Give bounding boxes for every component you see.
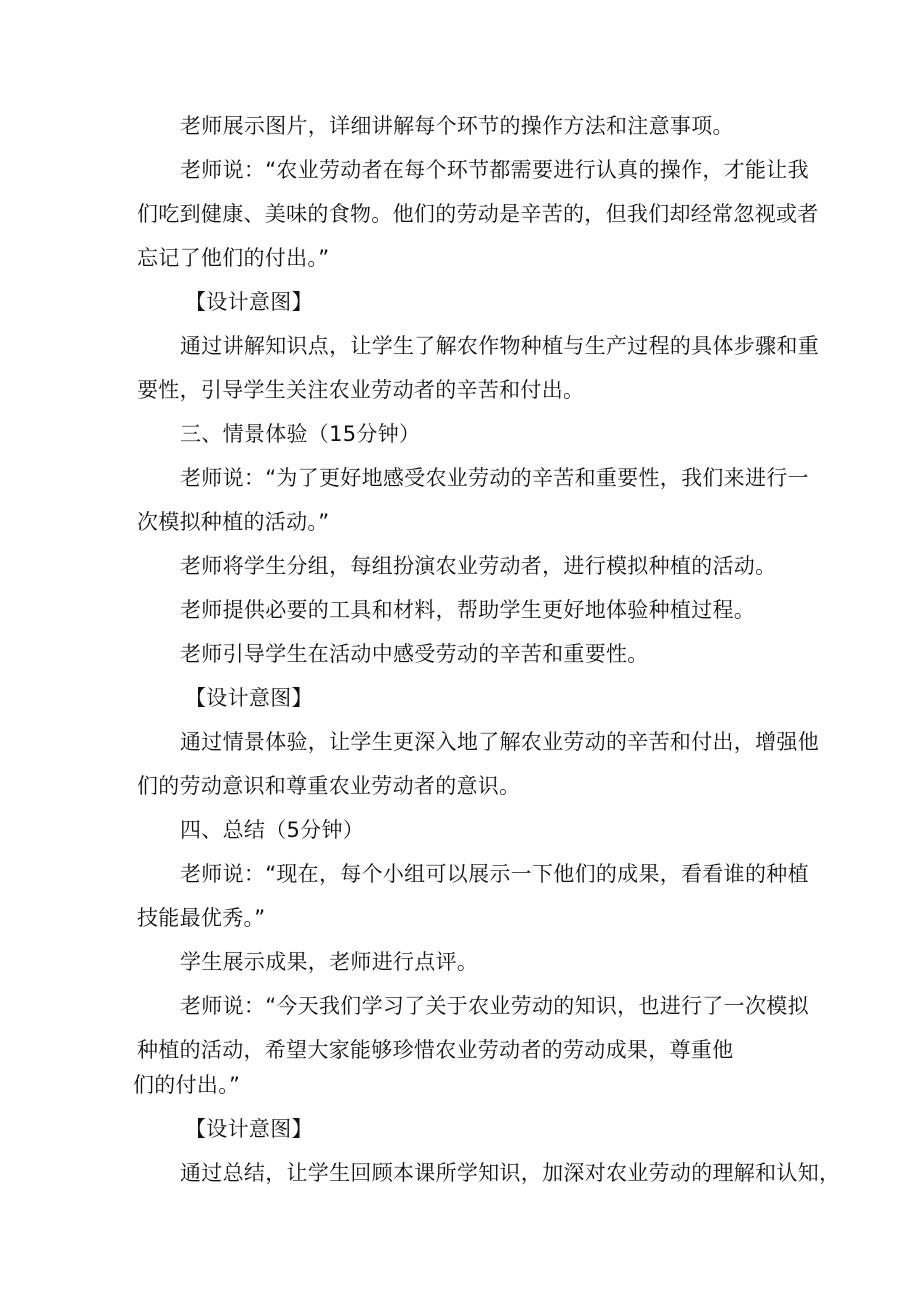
paragraph-teacher-says-2-line-1: 老师说：“为了更好地感受农业劳动的辛苦和重要性，我们来进行一 [180, 466, 809, 490]
paragraph-teacher-says-3-line-2: 技能最优秀。” [137, 906, 266, 930]
paragraph-intent-1-line-2: 要性，引导学生关注农业劳动者的辛苦和付出。 [137, 378, 585, 402]
paragraph-teacher-says-1-line-2: 们吃到健康、美味的食物。他们的劳动是辛苦的，但我们却经常忽视或者 [137, 202, 819, 226]
paragraph-teacher-shows-pictures: 老师展示图片，详细讲解每个环节的操作方法和注意事项。 [180, 114, 734, 138]
paragraph-teacher-says-4-line-3: 们的付出。” [133, 1073, 241, 1097]
paragraph-teacher-says-4-line-2: 种植的活动，希望大家能够珍惜农业劳动者的劳动成果，尊重他 [137, 1038, 734, 1062]
paragraph-teacher-says-4-line-1: 老师说：“今天我们学习了关于农业劳动的知识，也进行了一次模拟 [180, 994, 809, 1018]
paragraph-guide: 老师引导学生在活动中感受劳动的辛苦和重要性。 [180, 642, 649, 666]
paragraph-intent-2-line-2: 们的劳动意识和尊重农业劳动者的意识。 [137, 774, 521, 798]
paragraph-teacher-says-2-line-2: 次模拟种植的活动。” [137, 510, 330, 534]
paragraph-grouping: 老师将学生分组，每组扮演农业劳动者，进行模拟种植的活动。 [180, 554, 777, 578]
design-intent-heading-2: 【设计意图】 [185, 686, 313, 710]
paragraph-intent-1-line-1: 通过讲解知识点，让学生了解农作物种植与生产过程的具体步骤和重 [180, 334, 819, 358]
paragraph-intent-3-line-1: 通过总结，让学生回顾本课所学知识，加深对农业劳动的理解和认知， [180, 1161, 841, 1185]
paragraph-tools: 老师提供必要的工具和材料，帮助学生更好地体验种植过程。 [180, 598, 756, 622]
section-heading-summary: 四、总结（5分钟） [180, 818, 365, 842]
paragraph-students-show: 学生展示成果，老师进行点评。 [180, 950, 479, 974]
design-intent-heading-3: 【设计意图】 [185, 1117, 313, 1141]
paragraph-intent-2-line-1: 通过情景体验，让学生更深入地了解农业劳动的辛苦和付出，增强他 [180, 730, 819, 754]
section-heading-scenario-experience: 三、情景体验（15分钟） [180, 422, 421, 446]
paragraph-teacher-says-3-line-1: 老师说：“现在，每个小组可以展示一下他们的成果，看看谁的种植 [180, 862, 809, 886]
paragraph-teacher-says-1-line-1: 老师说：“农业劳动者在每个环节都需要进行认真的操作，才能让我 [180, 158, 809, 182]
design-intent-heading-1: 【设计意图】 [185, 290, 313, 314]
paragraph-teacher-says-1-line-3: 忘记了他们的付出。” [137, 246, 330, 270]
